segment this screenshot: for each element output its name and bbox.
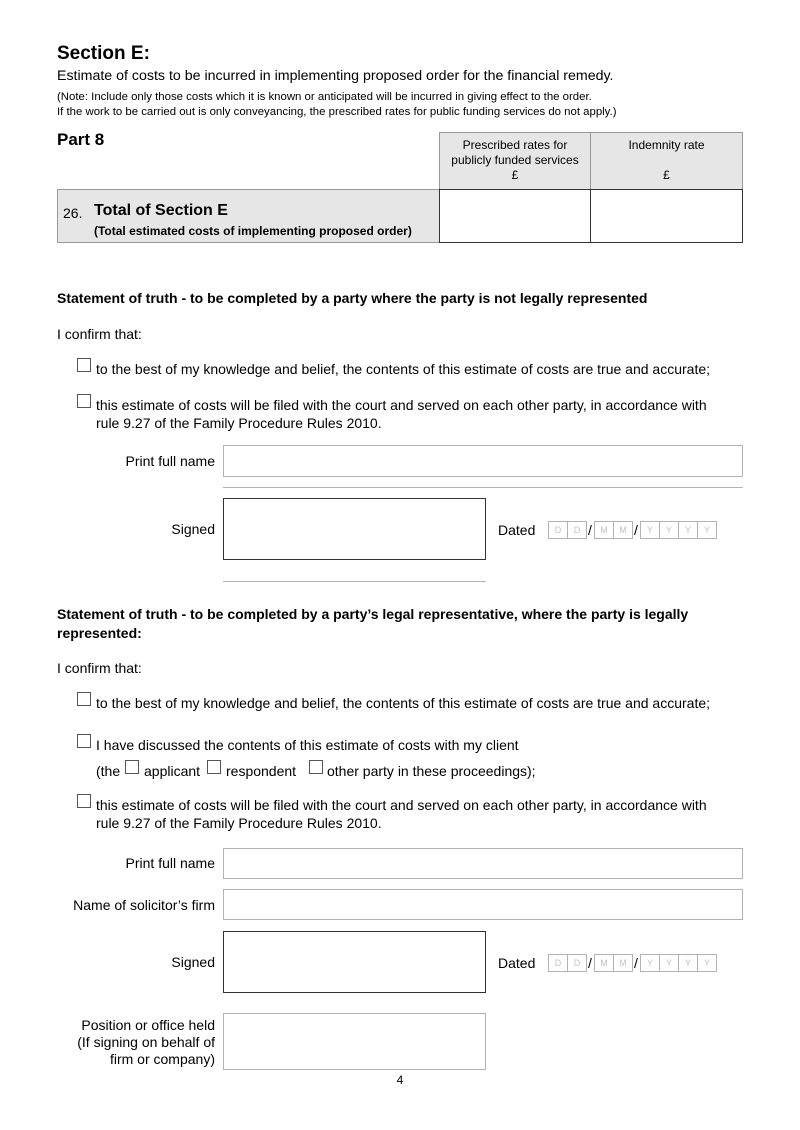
statement2-item3-text: this estimate of costs will be filed with the court and served on each other party, in accordance with rule 9.27 of the Family Procedure Rules 2010. [96, 797, 707, 831]
statement1-confirm: I confirm that: [57, 326, 142, 342]
date-year-digit-4[interactable]: Y [697, 954, 717, 972]
statement2-print-name-input[interactable] [223, 848, 743, 879]
statement2-item1-text: to the best of my knowledge and belief, the contents of this estimate of costs are true and accurate; [96, 695, 711, 711]
row-number: 26. [63, 205, 83, 221]
statement1-item2-checkbox[interactable] [77, 394, 91, 408]
date-day-digit-1[interactable]: D [548, 954, 568, 972]
page-number: 4 [396, 1073, 404, 1087]
date-month-digit-1[interactable]: M [594, 521, 614, 539]
solicitor-firm-input[interactable] [223, 889, 743, 920]
statement1-item2-text: this estimate of costs will be filed with the court and served on each other party, in accordance with rule 9.27 of the Family Procedure Rules 2010. [96, 397, 707, 431]
applicant-label: applicant [144, 763, 201, 779]
date-separator: / [588, 522, 592, 538]
divider [223, 487, 743, 488]
date-separator: / [634, 522, 638, 538]
date-year-digit-1[interactable]: Y [640, 521, 660, 539]
date-year-digit-3[interactable]: Y [678, 521, 698, 539]
statement2-item1-checkbox[interactable] [77, 692, 91, 706]
statement2-print-name-label: Print full name [125, 855, 215, 871]
col2-currency: £ [663, 168, 670, 182]
statement2-date-input[interactable] [548, 954, 718, 972]
date-year-digit-4[interactable]: Y [697, 521, 717, 539]
date-year-digit-1[interactable]: Y [640, 954, 660, 972]
note-line-2: If the work to be carried out is only conveyancing, the prescribed rates for public funding services do not apply.) [57, 105, 617, 118]
statement2-signature-box[interactable] [223, 931, 486, 993]
statement2-item2-text: I have discussed the contents of this estimate of costs with my client [96, 737, 519, 753]
row-title: Total of Section E [94, 202, 228, 219]
col2-label: Indemnity rate [628, 138, 705, 152]
section-subtitle: Estimate of costs to be incurred in implementing proposed order for the financial remedy. [57, 68, 614, 84]
date-day-digit-2[interactable]: D [567, 954, 587, 972]
date-month-digit-1[interactable]: M [594, 954, 614, 972]
row-subtitle: (Total estimated costs of implementing proposed order) [94, 224, 412, 238]
date-year-digit-3[interactable]: Y [678, 954, 698, 972]
statement1-item1-text: to the best of my knowledge and belief, the contents of this estimate of costs are true and accurate; [96, 361, 711, 377]
applicant-checkbox[interactable] [125, 760, 139, 774]
statement2-item2-checkbox[interactable] [77, 734, 91, 748]
statement1-print-name-input[interactable] [223, 445, 743, 477]
statement2-dated-label: Dated [498, 955, 536, 971]
solicitor-firm-label: Name of solicitor’s firm [73, 897, 215, 913]
respondent-checkbox[interactable] [207, 760, 221, 774]
part-title: Part 8 [57, 130, 105, 149]
divider [223, 581, 486, 582]
col1-line2: publicly funded services [451, 153, 579, 167]
statement1-dated-label: Dated [498, 522, 536, 538]
row-26 [57, 189, 439, 243]
col1-currency: £ [511, 168, 519, 182]
date-month-digit-2[interactable]: M [613, 954, 633, 972]
section-note [57, 90, 617, 119]
statement2-signed-label: Signed [171, 954, 215, 970]
date-year-digit-2[interactable]: Y [659, 521, 679, 539]
position-held-input[interactable] [223, 1013, 486, 1070]
statement2-confirm: I confirm that: [57, 660, 142, 676]
the-prefix: (the [96, 763, 121, 779]
date-separator: / [634, 955, 638, 971]
statement1-heading: Statement of truth - to be completed by a party where the party is not legally represented [57, 290, 648, 306]
date-day-digit-1[interactable]: D [548, 521, 568, 539]
statement1-print-name-label: Print full name [125, 453, 215, 469]
indemnity-total-input[interactable] [590, 189, 743, 243]
statement1-signed-label: Signed [171, 521, 215, 537]
date-separator: / [588, 955, 592, 971]
position-held-label: Position or office held (If signing on behalf of firm or company) [77, 1017, 215, 1067]
respondent-label: respondent [226, 763, 297, 779]
statement2-item3-checkbox[interactable] [77, 794, 91, 808]
prescribed-total-input[interactable] [439, 189, 591, 243]
other-party-checkbox[interactable] [309, 760, 323, 774]
statement1-item1-checkbox[interactable] [77, 358, 91, 372]
section-heading: Section E: [57, 43, 150, 64]
statement1-date-input[interactable] [548, 521, 718, 539]
date-year-digit-2[interactable]: Y [659, 954, 679, 972]
col1-line1: Prescribed rates for [462, 138, 568, 152]
statement2-heading: Statement of truth - to be completed by a party’s legal representative, where the party is legally represented: [57, 606, 689, 641]
date-month-digit-2[interactable]: M [613, 521, 633, 539]
note-line-1: (Note: Include only those costs which it is known or anticipated will be incurred in giving effect to the order. [57, 91, 592, 103]
column-header-prescribed [439, 132, 591, 190]
column-header-indemnity [590, 132, 743, 190]
other-party-label: other party in these proceedings); [327, 763, 536, 779]
statement1-signature-box[interactable] [223, 498, 486, 560]
date-day-digit-2[interactable]: D [567, 521, 587, 539]
